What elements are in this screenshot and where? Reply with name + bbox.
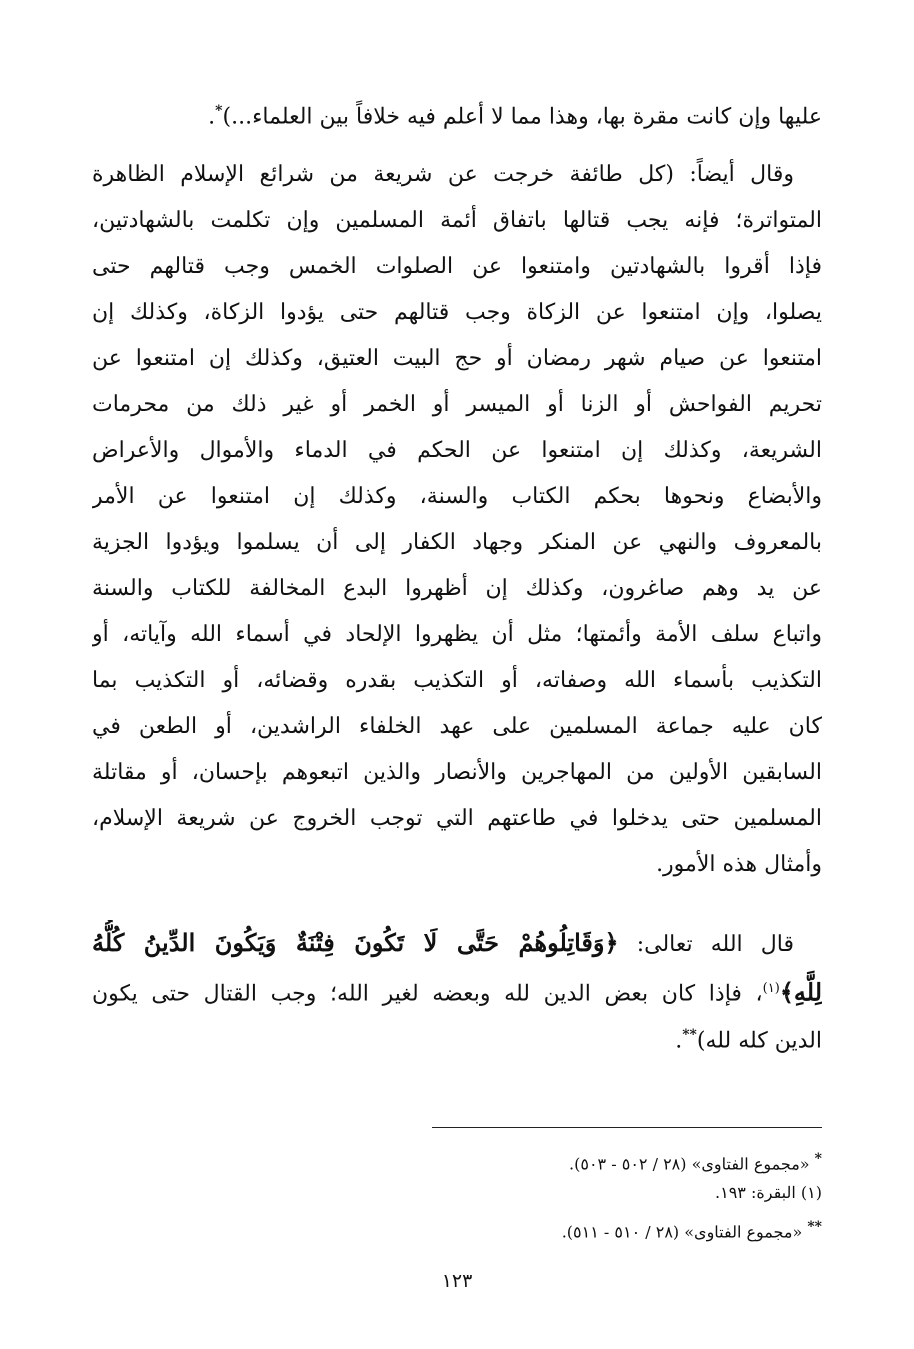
text-line: والأبضاع ونحوها بحكم الكتاب والسنة، وكذلك إن امتنعوا عن الأمر bbox=[92, 484, 822, 509]
text-line: امتنعوا عن صيام شهر رمضان أو حج البيت العتيق، وكذلك إن امتنعوا عن bbox=[92, 346, 822, 371]
text-line: عليها وإن كانت مقرة بها، وهذا مما لا أعلم فيه خلافاً بين العلماء...)*. bbox=[208, 103, 822, 130]
text-line-content: عليها وإن كانت مقرة بها، وهذا مما لا أعلم فيه خلافاً بين العلماء...) bbox=[222, 104, 822, 130]
text-line: واتباع سلف الأمة وأئمتها؛ مثل أن يظهروا الإلحاد في أسماء الله وآياته، أو bbox=[92, 622, 822, 647]
text-line: المسلمين حتى يدخلوا في طاعتهم التي توجب الخروج عن شريعة الإسلام، bbox=[92, 806, 822, 831]
text-line: يصلوا، وإن امتنعوا عن الزكاة وجب قتالهم حتى يؤدوا الزكاة، وكذلك إن bbox=[92, 300, 822, 325]
text-line: وأمثال هذه الأمور. bbox=[656, 852, 822, 877]
footnote-marker: ** bbox=[682, 1027, 697, 1043]
footnote-text: «مجموع الفتاوى» (٢٨ / ٥١٠ - ٥١١). bbox=[561, 1222, 803, 1242]
quote-intro: قال الله تعالى: bbox=[618, 932, 794, 957]
text-line: فإذا أقروا بالشهادتين وامتنعوا عن الصلوات الخمس وجب قتالهم حتى bbox=[92, 254, 822, 279]
footnote-item bbox=[322, 1176, 822, 1210]
footnote-reference: (١) bbox=[762, 981, 780, 996]
footnotes bbox=[322, 1142, 822, 1244]
text-line: المتواترة؛ فإنه يجب قتالها باتفاق أئمة المسلمين وإن تكلمت بالشهادتين، bbox=[92, 208, 822, 233]
text-line: السابقين الأولين من المهاجرين والأنصار والذين اتبعوهم بإحسان، أو مقاتلة bbox=[92, 760, 822, 785]
text-line: تحريم الفواحش أو الزنا أو الميسر أو الخمر أو غير ذلك من محرمات bbox=[92, 392, 822, 417]
footnote-item bbox=[322, 1210, 822, 1244]
footnote-divider bbox=[432, 1127, 822, 1128]
footnote-marker: * bbox=[215, 103, 223, 119]
footnote-text: «مجموع الفتاوى» (٢٨ / ٥٠٢ - ٥٠٣). bbox=[569, 1154, 810, 1174]
quran-verse: ﴿وَقَاتِلُوهُمْ حَتَّى لَا تَكُونَ فِتْنَةٌ وَيَكُونَ الدِّينُ كُلُّهُ bbox=[92, 928, 619, 957]
text-line bbox=[92, 920, 822, 966]
text-line-content: الدين كله لله) bbox=[696, 1028, 822, 1054]
text-line bbox=[92, 966, 822, 1012]
text-line: بالمعروف والنهي عن المنكر وجهاد الكفار إلى أن يسلموا ويؤدوا الجزية bbox=[92, 530, 822, 555]
footnote-text: (١) البقرة: ١٩٣. bbox=[715, 1183, 822, 1202]
text-line: عن يد وهم صاغرون، وكذلك إن أظهروا البدع المخالفة للكتاب والسنة bbox=[92, 576, 822, 601]
text-line-content: ، فإذا كان بعض الدين لله وبعضه لغير الله؛ وجب القتال حتى يكون bbox=[92, 981, 763, 1007]
text-line: الدين كله لله)**. bbox=[675, 1027, 822, 1054]
page-number: ١٢٣ bbox=[441, 1270, 473, 1292]
footnote-mark: ** bbox=[807, 1219, 822, 1235]
text-line: التكذيب بأسماء الله وصفاته، أو التكذيب بقدره وقضائه، أو التكذيب بما bbox=[92, 668, 822, 693]
paragraph-main bbox=[92, 152, 822, 888]
quran-verse-end: لِلَّهِ﴾ bbox=[779, 977, 822, 1007]
text-line: كان عليه جماعة المسلمين على عهد الخلفاء الراشدين، أو الطعن في bbox=[92, 714, 822, 739]
paragraph-continuation bbox=[92, 88, 822, 134]
text-line: وقال أيضاً: (كل طائفة خرجت عن شريعة من شرائع الإسلام الظاهرة bbox=[92, 162, 794, 187]
paragraph-quran bbox=[92, 920, 822, 1058]
footnote-item bbox=[322, 1142, 822, 1176]
text-line: الشريعة، وكذلك إن امتنعوا عن الحكم في الدماء والأموال والأعراض bbox=[92, 438, 822, 463]
footnote-mark: * bbox=[814, 1151, 822, 1167]
